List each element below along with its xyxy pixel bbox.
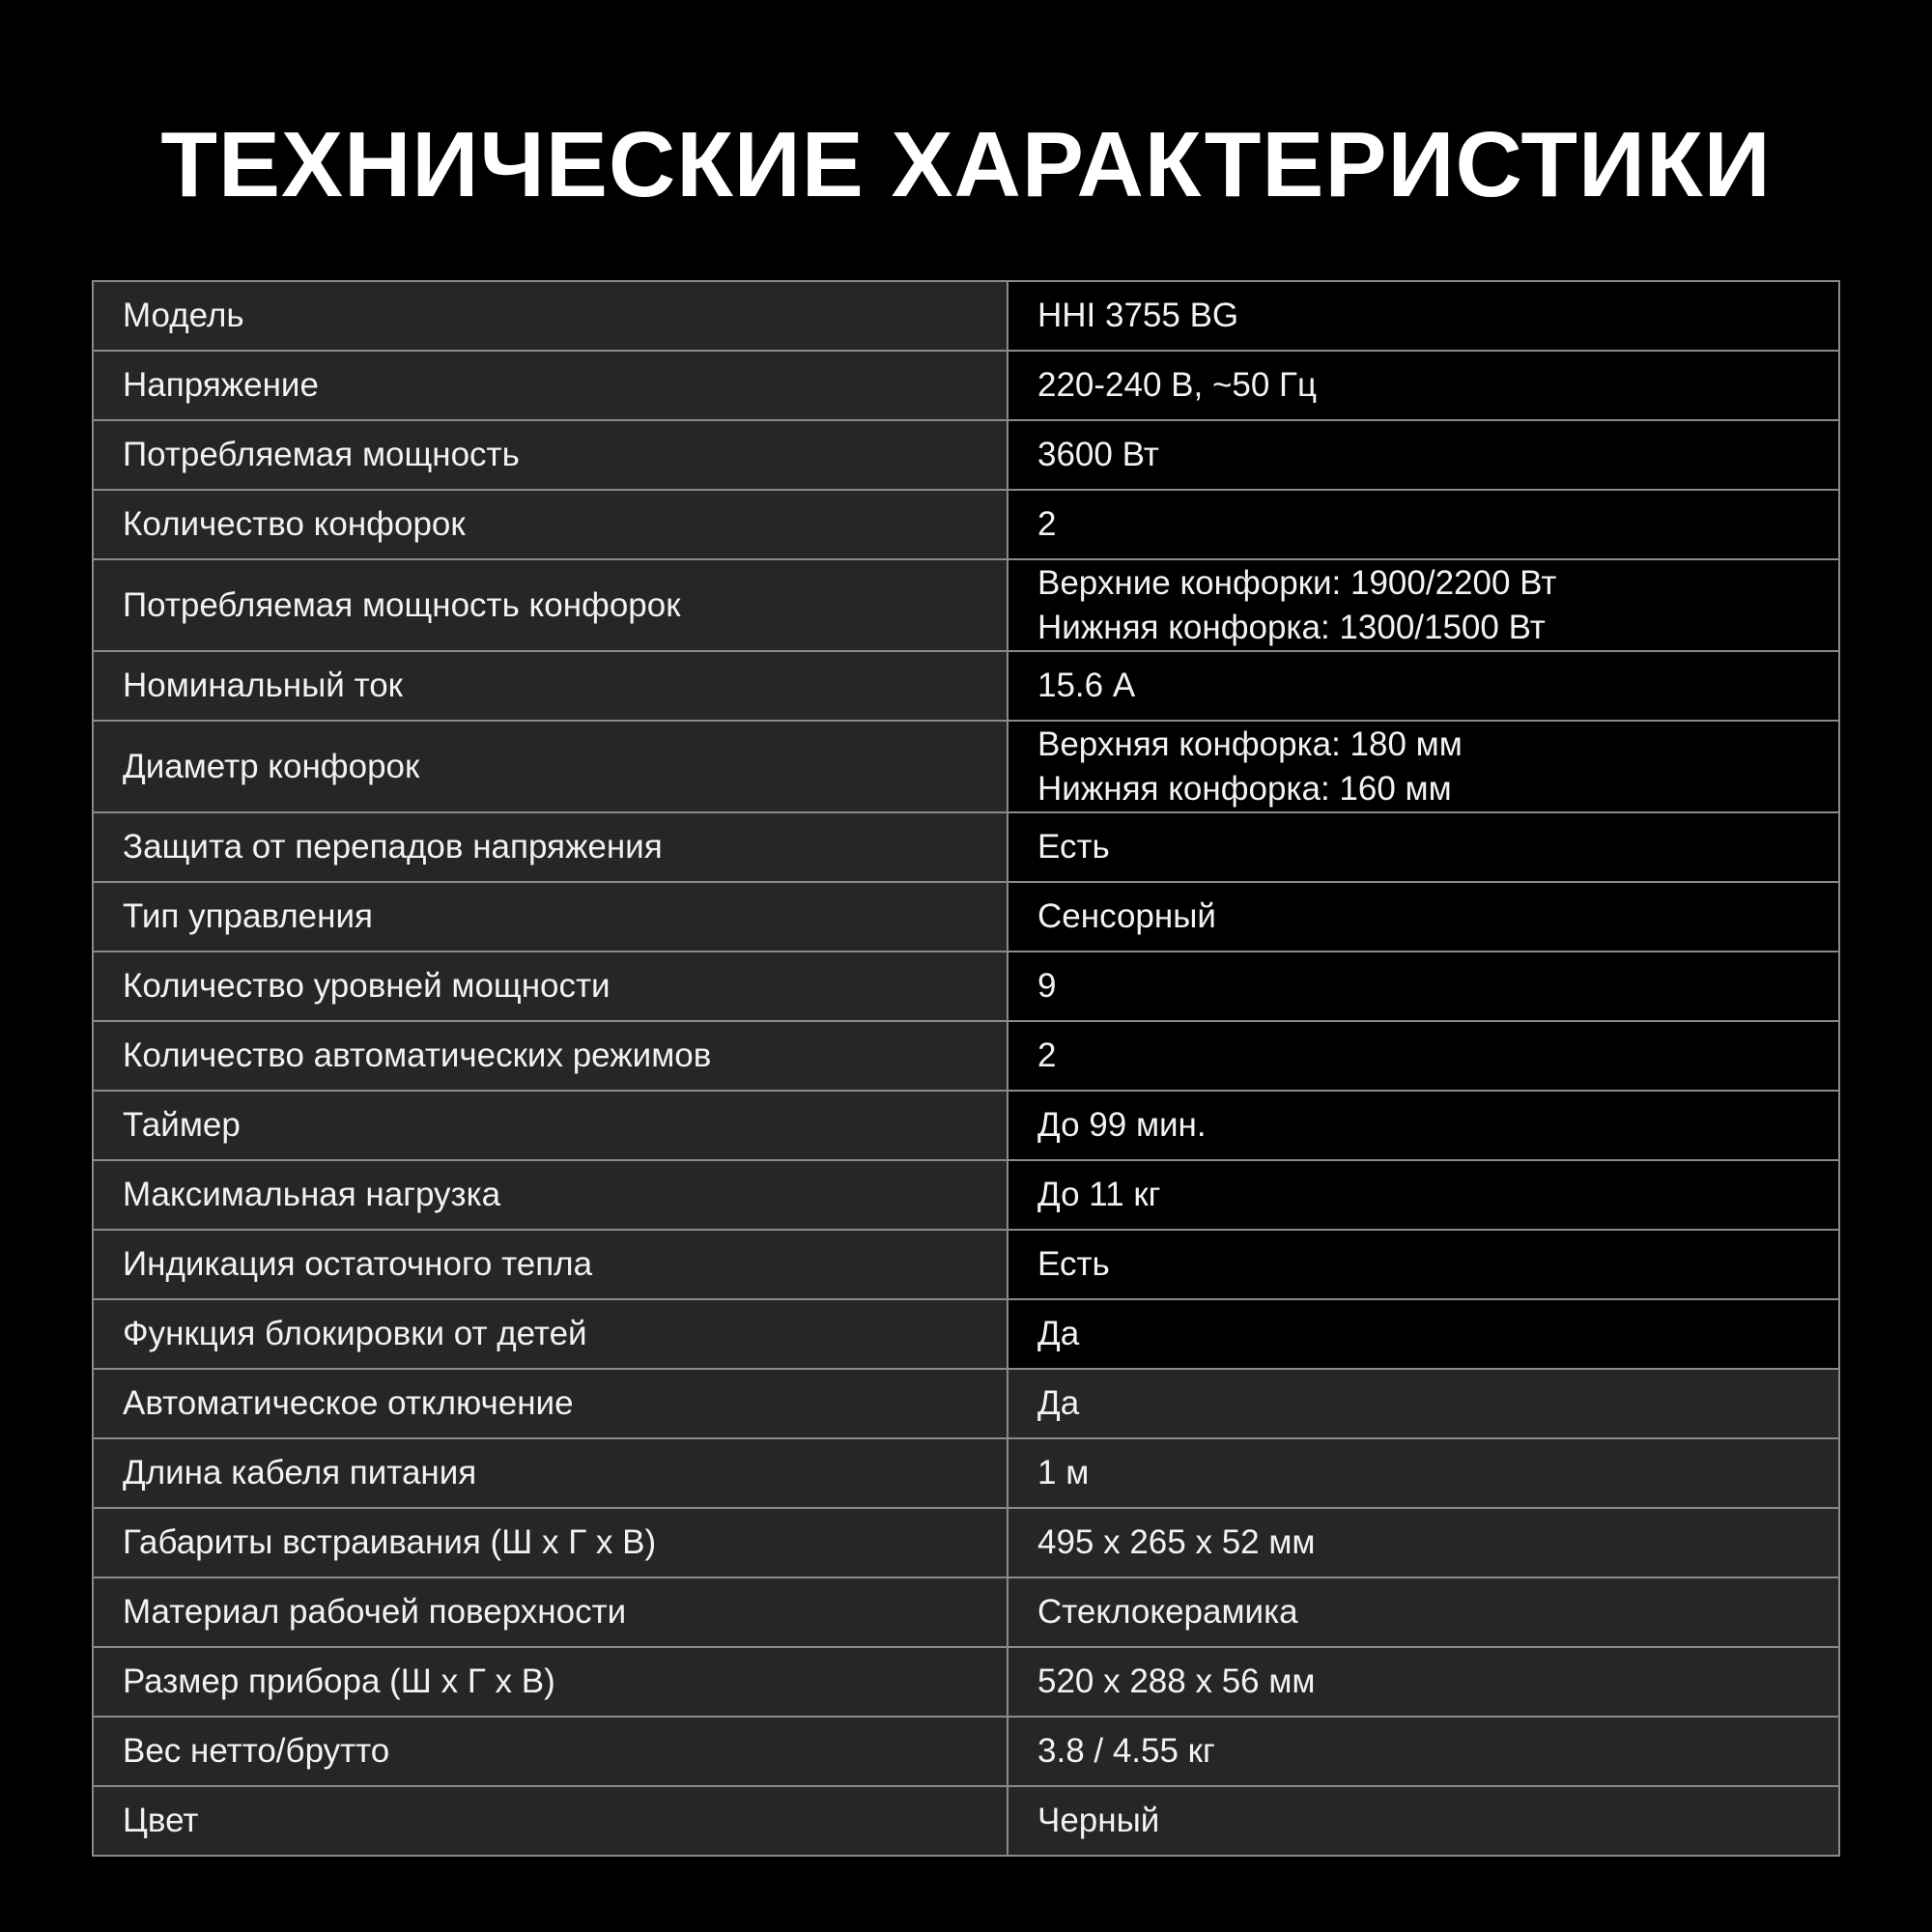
spec-row xyxy=(93,651,1839,721)
spec-label: Диаметр конфорок xyxy=(93,721,1008,812)
spec-row xyxy=(93,490,1839,559)
spec-row xyxy=(93,812,1839,882)
spec-value: 2 xyxy=(1008,490,1839,559)
spec-label: Напряжение xyxy=(93,351,1008,420)
spec-label: Таймер xyxy=(93,1091,1008,1160)
spec-value: 3.8 / 4.55 кг xyxy=(1008,1717,1839,1786)
spec-label: Количество конфорок xyxy=(93,490,1008,559)
spec-value: 2 xyxy=(1008,1021,1839,1091)
spec-value: Да xyxy=(1008,1369,1839,1438)
spec-value: Верхние конфорки: 1900/2200 Вт Нижняя конфорка: 1300/1500 Вт xyxy=(1008,559,1839,651)
spec-label: Модель xyxy=(93,281,1008,351)
spec-value: 220-240 В, ~50 Гц xyxy=(1008,351,1839,420)
spec-row xyxy=(93,1577,1839,1647)
spec-value: Стеклокерамика xyxy=(1008,1577,1839,1647)
spec-label: Вес нетто/брутто xyxy=(93,1717,1008,1786)
spec-value: До 99 мин. xyxy=(1008,1091,1839,1160)
page-title: ТЕХНИЧЕСКИЕ ХАРАКТЕРИСТИКИ xyxy=(160,113,1772,216)
spec-label: Максимальная нагрузка xyxy=(93,1160,1008,1230)
spec-row xyxy=(93,420,1839,490)
spec-label: Функция блокировки от детей xyxy=(93,1299,1008,1369)
spec-value: 1 м xyxy=(1008,1438,1839,1508)
spec-label: Номинальный ток xyxy=(93,651,1008,721)
spec-row xyxy=(93,1438,1839,1508)
spec-row xyxy=(93,1021,1839,1091)
spec-row xyxy=(93,281,1839,351)
spec-value: 3600 Вт xyxy=(1008,420,1839,490)
spec-value: HHI 3755 BG xyxy=(1008,281,1839,351)
spec-row xyxy=(93,1647,1839,1717)
spec-row xyxy=(93,1508,1839,1577)
spec-label: Размер прибора (Ш х Г х В) xyxy=(93,1647,1008,1717)
spec-value: Да xyxy=(1008,1299,1839,1369)
spec-row xyxy=(93,882,1839,952)
spec-row xyxy=(93,952,1839,1021)
spec-row xyxy=(93,1091,1839,1160)
spec-label: Количество автоматических режимов xyxy=(93,1021,1008,1091)
spec-table xyxy=(92,280,1840,1857)
spec-row xyxy=(93,351,1839,420)
spec-value: 9 xyxy=(1008,952,1839,1021)
spec-value: 520 х 288 х 56 мм xyxy=(1008,1647,1839,1717)
spec-label: Цвет xyxy=(93,1786,1008,1856)
spec-label: Материал рабочей поверхности xyxy=(93,1577,1008,1647)
spec-label: Автоматическое отключение xyxy=(93,1369,1008,1438)
spec-value: Есть xyxy=(1008,1230,1839,1299)
spec-row xyxy=(93,1230,1839,1299)
spec-label: Потребляемая мощность xyxy=(93,420,1008,490)
spec-value: Есть xyxy=(1008,812,1839,882)
spec-value: 15.6 А xyxy=(1008,651,1839,721)
spec-value: Черный xyxy=(1008,1786,1839,1856)
spec-row xyxy=(93,1717,1839,1786)
spec-value: До 11 кг xyxy=(1008,1160,1839,1230)
spec-label: Тип управления xyxy=(93,882,1008,952)
spec-label: Габариты встраивания (Ш х Г х В) xyxy=(93,1508,1008,1577)
spec-row xyxy=(93,1786,1839,1856)
spec-label: Защита от перепадов напряжения xyxy=(93,812,1008,882)
spec-row xyxy=(93,1160,1839,1230)
spec-label: Потребляемая мощность конфорок xyxy=(93,559,1008,651)
spec-row xyxy=(93,721,1839,812)
spec-label: Количество уровней мощности xyxy=(93,952,1008,1021)
spec-row xyxy=(93,1299,1839,1369)
spec-value: Сенсорный xyxy=(1008,882,1839,952)
spec-value: 495 х 265 х 52 мм xyxy=(1008,1508,1839,1577)
spec-row xyxy=(93,559,1839,651)
spec-label: Индикация остаточного тепла xyxy=(93,1230,1008,1299)
spec-row xyxy=(93,1369,1839,1438)
spec-label: Длина кабеля питания xyxy=(93,1438,1008,1508)
spec-value: Верхняя конфорка: 180 мм Нижняя конфорка: 160 мм xyxy=(1008,721,1839,812)
